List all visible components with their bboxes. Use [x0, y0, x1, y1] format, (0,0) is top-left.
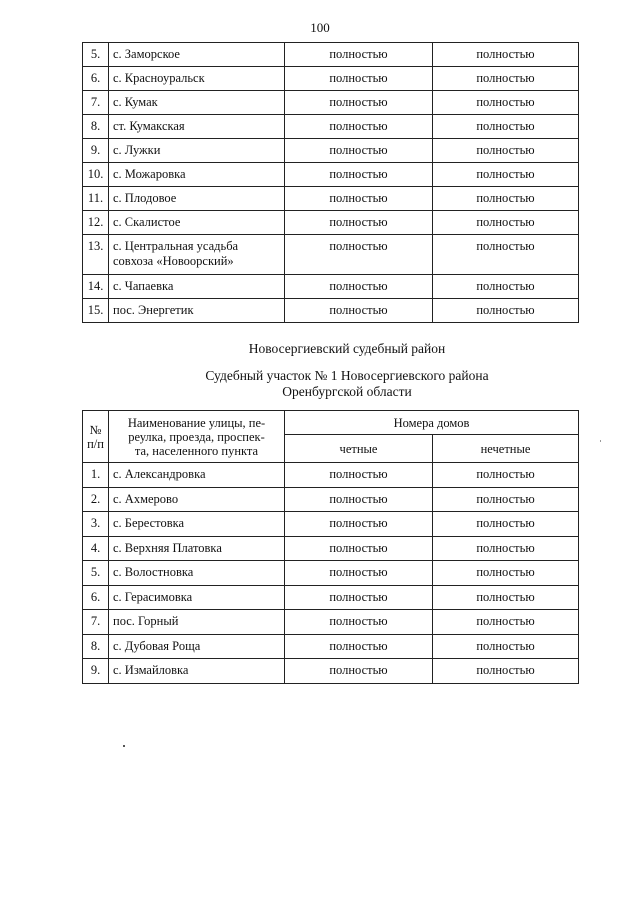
- row-number: 11.: [83, 187, 109, 211]
- settlement-name: с. Кумак: [109, 91, 285, 115]
- row-number: 1.: [83, 463, 109, 488]
- header-name-line1: Наименование улицы, пе-: [127, 415, 266, 430]
- even-numbers: полностью: [285, 463, 433, 488]
- row-number: 10.: [83, 163, 109, 187]
- odd-numbers: полностью: [433, 275, 579, 299]
- even-numbers: полностью: [285, 561, 433, 586]
- row-number: 8.: [83, 115, 109, 139]
- table-row: [83, 187, 579, 211]
- odd-numbers: полностью: [433, 67, 579, 91]
- settlement-name-line2: совхоза «Новоорский»: [113, 254, 234, 268]
- settlement-name: с. Дубовая Роща: [109, 634, 285, 659]
- row-number: 5.: [83, 561, 109, 586]
- settlement-name: с. Измайловка: [109, 659, 285, 684]
- header-name-line3: та, населенного пункта: [134, 443, 259, 458]
- table-row: [83, 585, 579, 610]
- table-row: [83, 43, 579, 67]
- header-number-line1: №: [89, 422, 102, 437]
- row-number: 5.: [83, 43, 109, 67]
- row-number: 13.: [83, 235, 109, 275]
- table-row: [83, 211, 579, 235]
- table-row: [83, 561, 579, 586]
- odd-numbers: полностью: [433, 659, 579, 684]
- row-number: 4.: [83, 536, 109, 561]
- odd-numbers: полностью: [433, 211, 579, 235]
- header-number-line2: п/п: [87, 436, 104, 451]
- even-numbers: полностью: [285, 512, 433, 537]
- even-numbers: полностью: [285, 115, 433, 139]
- row-number: 6.: [83, 67, 109, 91]
- row-number: 7.: [83, 91, 109, 115]
- header-even: четные: [285, 435, 433, 463]
- odd-numbers: полностью: [433, 585, 579, 610]
- settlement-name: с. Можаровка: [109, 163, 285, 187]
- settlement-name: с. Ахмерово: [109, 487, 285, 512]
- plot-title-line2: Оренбургской области: [282, 384, 412, 399]
- odd-numbers: полностью: [433, 610, 579, 635]
- row-number: 2.: [83, 487, 109, 512]
- odd-numbers: полностью: [433, 561, 579, 586]
- scan-speck: [123, 745, 125, 747]
- table-row: [83, 91, 579, 115]
- plot-title-line1: Судебный участок № 1 Новосергиевского района: [205, 368, 489, 383]
- even-numbers: полностью: [285, 91, 433, 115]
- odd-numbers: полностью: [433, 115, 579, 139]
- settlement-name: пос. Энергетик: [109, 299, 285, 323]
- even-numbers: полностью: [285, 235, 433, 275]
- table-row: [83, 67, 579, 91]
- table-row: [83, 536, 579, 561]
- even-numbers: полностью: [285, 139, 433, 163]
- header-number: [83, 411, 109, 463]
- even-numbers: полностью: [285, 585, 433, 610]
- header-name-line2: реулка, проезда, проспек-: [128, 429, 265, 444]
- settlement-name: пос. Горный: [109, 610, 285, 635]
- odd-numbers: полностью: [433, 163, 579, 187]
- scan-speck: [600, 440, 601, 442]
- odd-numbers: полностью: [433, 299, 579, 323]
- settlement-name: с. Заморское: [109, 43, 285, 67]
- page-number: 100: [310, 20, 330, 35]
- even-numbers: полностью: [285, 187, 433, 211]
- row-number: 15.: [83, 299, 109, 323]
- plot-title: [82, 368, 612, 400]
- row-number: 3.: [83, 512, 109, 537]
- odd-numbers: полностью: [433, 187, 579, 211]
- settlement-name: с. Чапаевка: [109, 275, 285, 299]
- even-numbers: полностью: [285, 299, 433, 323]
- table-row: [83, 163, 579, 187]
- even-numbers: полностью: [285, 67, 433, 91]
- table-row: [83, 610, 579, 635]
- settlement-name: с. Александровка: [109, 463, 285, 488]
- odd-numbers: полностью: [433, 487, 579, 512]
- settlement-name: с. Берестовка: [109, 512, 285, 537]
- table-row: [83, 487, 579, 512]
- table-row: [83, 115, 579, 139]
- header-name: [109, 411, 285, 463]
- settlement-name: с. Волостновка: [109, 561, 285, 586]
- district-title: Новосергиевский судебный район: [248, 341, 446, 356]
- settlement-name: с. Красноуральск: [109, 67, 285, 91]
- table-row: [83, 659, 579, 684]
- odd-numbers: полностью: [433, 634, 579, 659]
- settlement-name: [109, 235, 285, 275]
- settlement-name-line1: с. Центральная усадьба: [113, 239, 239, 253]
- odd-numbers: полностью: [433, 139, 579, 163]
- odd-numbers: полностью: [433, 43, 579, 67]
- header-row: [83, 411, 579, 435]
- table-row: [83, 299, 579, 323]
- header-odd: нечетные: [433, 435, 579, 463]
- even-numbers: полностью: [285, 659, 433, 684]
- even-numbers: полностью: [285, 43, 433, 67]
- table-row: [83, 235, 579, 275]
- settlement-name: ст. Кумакская: [109, 115, 285, 139]
- row-number: 6.: [83, 585, 109, 610]
- settlement-name: с. Скалистое: [109, 211, 285, 235]
- odd-numbers: полностью: [433, 463, 579, 488]
- settlement-name: с. Лужки: [109, 139, 285, 163]
- odd-numbers: полностью: [433, 512, 579, 537]
- table-row: [83, 275, 579, 299]
- row-number: 14.: [83, 275, 109, 299]
- row-number: 8.: [83, 634, 109, 659]
- even-numbers: полностью: [285, 163, 433, 187]
- table-continuation: [82, 42, 579, 323]
- odd-numbers: полностью: [433, 235, 579, 275]
- settlement-name: с. Плодовое: [109, 187, 285, 211]
- even-numbers: полностью: [285, 536, 433, 561]
- row-number: 12.: [83, 211, 109, 235]
- table-row: [83, 634, 579, 659]
- settlement-name: с. Верхняя Платовка: [109, 536, 285, 561]
- even-numbers: полностью: [285, 275, 433, 299]
- row-number: 9.: [83, 139, 109, 163]
- row-number: 7.: [83, 610, 109, 635]
- table-row: [83, 139, 579, 163]
- table-row: [83, 512, 579, 537]
- row-number: 9.: [83, 659, 109, 684]
- even-numbers: полностью: [285, 634, 433, 659]
- header-houses: Номера домов: [285, 411, 579, 435]
- even-numbers: полностью: [285, 610, 433, 635]
- even-numbers: полностью: [285, 487, 433, 512]
- odd-numbers: полностью: [433, 536, 579, 561]
- odd-numbers: полностью: [433, 91, 579, 115]
- plot-table: [82, 410, 579, 684]
- settlement-name: с. Герасимовка: [109, 585, 285, 610]
- table-row: [83, 463, 579, 488]
- even-numbers: полностью: [285, 211, 433, 235]
